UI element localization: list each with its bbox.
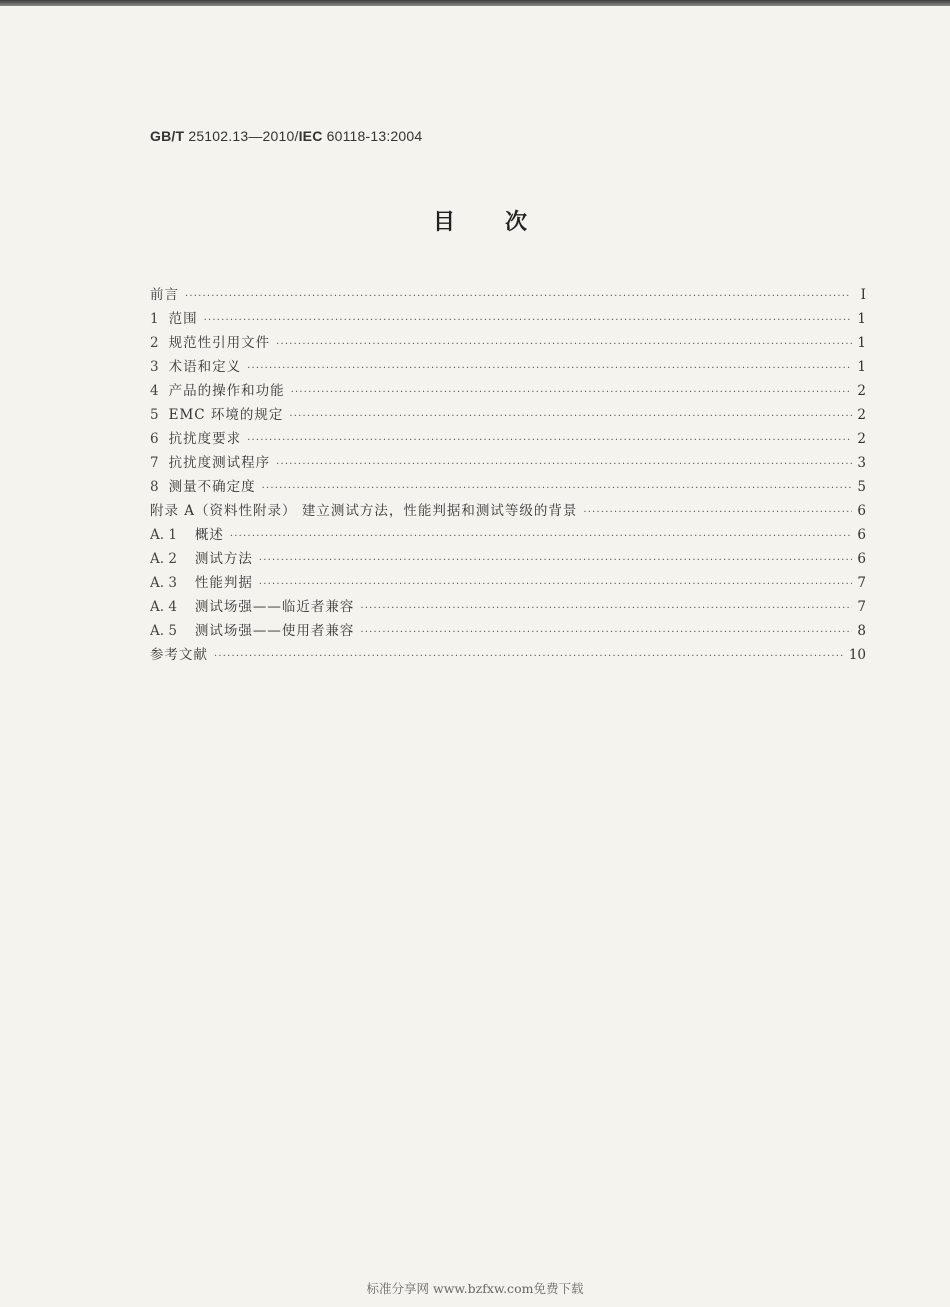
standard-code-number: 25102.13—2010/ [184,128,299,144]
toc-entry-label: 测试场强——使用者兼容 [194,623,355,639]
toc-entry-number: A. 5 [150,623,177,639]
toc-entry-label: 性能判据 [194,575,253,591]
toc-entry[interactable] [150,547,866,571]
toc-entry-page: 2 [857,383,866,399]
toc-leader [291,387,852,398]
toc-entry-page: 7 [857,599,866,615]
toc-leader [289,411,852,422]
toc-entry-page: 10 [848,647,866,663]
toc-leader [262,483,852,494]
toc-leader [185,291,852,302]
toc-entry[interactable] [150,427,866,451]
toc-entry-page: 1 [857,359,866,375]
toc-entry-label: 术语和定义 [168,359,242,375]
toc-entry-label: 前言 [150,287,179,303]
toc-entry-page: 8 [857,623,866,639]
toc-entry[interactable] [150,331,866,355]
toc-entry-label: 概述 [194,527,224,543]
standard-code-gb: GB/T [150,128,185,144]
toc-entry-page: 2 [857,407,866,423]
toc-entry-page: 1 [857,311,866,327]
toc-entry-number: 6 [150,431,159,447]
toc-entry-number: 1 [150,311,159,327]
toc-entry-label: 产品的操作和功能 [168,383,285,399]
toc-entry-label: EMC 环境的规定 [168,407,284,423]
toc-entry-label: 测试方法 [194,551,253,567]
toc-entry-number: 3 [150,359,159,375]
toc-entry-label: 测试场强——临近者兼容 [194,599,355,615]
toc-entry-page: 2 [857,431,866,447]
toc-entry-page: 1 [857,335,866,351]
toc-entry[interactable] [150,595,866,619]
toc-entry-number: A. 2 [150,551,177,567]
toc-entry-number: A. 1 [150,527,177,543]
toc-entry[interactable] [150,475,866,499]
toc-leader [247,435,852,446]
toc-entry[interactable] [150,355,866,379]
toc-leader [360,627,852,638]
toc-entry-page: Ⅰ [860,287,866,303]
toc-entry[interactable] [150,283,866,307]
toc-entry-label: 范围 [168,311,198,327]
toc-entry[interactable] [150,379,866,403]
toc-entry[interactable] [150,571,866,595]
toc-leader [259,579,852,590]
toc-leader [360,603,852,614]
toc-leader [204,315,852,326]
standard-code [150,128,422,144]
standard-code-iec: IEC [298,128,323,144]
toc-entry[interactable] [150,451,866,475]
toc-entry[interactable] [150,307,866,331]
toc-entry-page: 6 [857,527,866,543]
toc-leader [276,459,852,470]
toc-entry-label: 抗扰度要求 [168,431,242,447]
toc-entry-number: 5 [150,407,159,423]
toc-entry[interactable] [150,499,866,523]
toc-entry-page: 5 [857,479,866,495]
toc-entry-number: 8 [150,479,159,495]
toc-entry[interactable] [150,403,866,427]
toc-entry-label: 附录 A（资料性附录） 建立测试方法，性能判据和测试等级的背景 [150,503,578,519]
toc-entry-number: A. 3 [150,575,177,591]
toc-entry-page: 7 [857,575,866,591]
toc-leader [583,507,852,518]
toc-entry-page: 6 [857,503,866,519]
toc-entry-number: 7 [150,455,159,471]
toc-entry-number: A. 4 [150,599,177,615]
toc-entry[interactable] [150,619,866,643]
toc-entry-label: 抗扰度测试程序 [168,455,271,471]
toc-entry-number: 4 [150,383,159,399]
scan-top-edge [0,0,950,6]
toc-leader [247,363,852,374]
toc-leader [214,651,845,662]
toc-leader [276,339,852,350]
toc-entry-page: 3 [857,455,866,471]
toc-leader [259,555,852,566]
watermark-footer: 标准分享网 www.bzfxw.com免费下载 [366,1281,584,1296]
toc-entry-label: 测量不确定度 [168,479,256,495]
toc-entry-number: 2 [150,335,159,351]
toc-entry-label: 规范性引用文件 [168,335,271,351]
toc-entry[interactable] [150,643,866,667]
toc-entry[interactable] [150,523,866,547]
toc-leader [230,531,852,542]
standard-code-iec-number: 60118-13:2004 [322,128,423,144]
toc-entry-page: 6 [857,551,866,567]
toc-entry-label: 参考文献 [150,647,208,663]
table-of-contents [150,283,866,667]
page-title: 目次 [432,210,577,235]
